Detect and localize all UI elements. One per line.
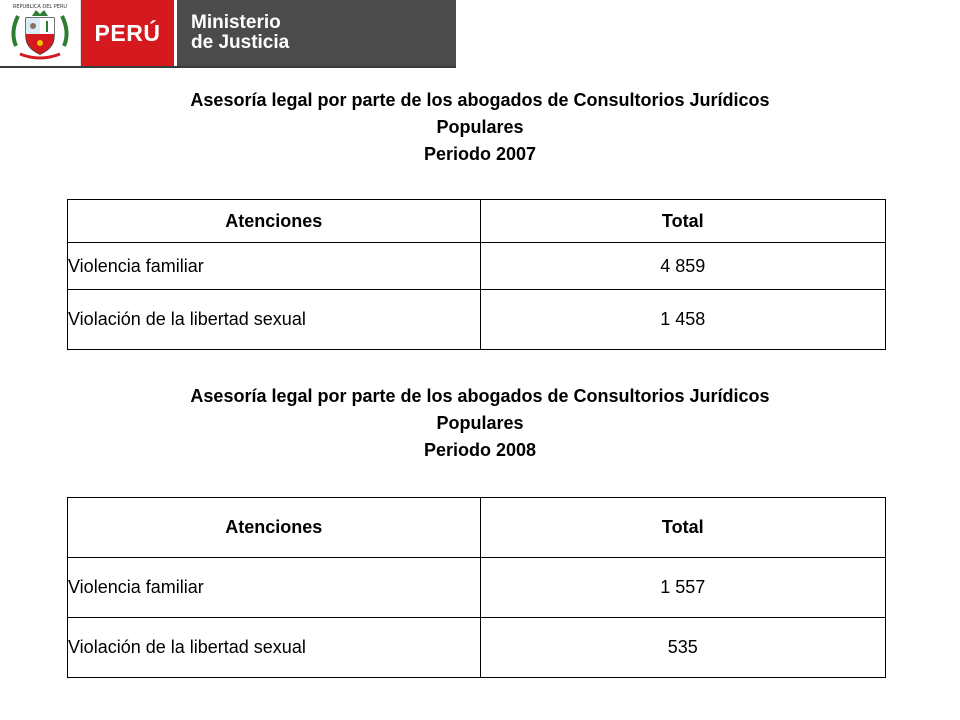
row-value: 1 557 (480, 558, 885, 618)
row-label: Violencia familiar (68, 558, 481, 618)
table-row (68, 290, 886, 350)
header-atenciones: Atenciones (68, 498, 481, 558)
table-header-row (68, 498, 886, 558)
coat-of-arms (0, 0, 81, 66)
table-2007 (67, 199, 886, 350)
row-label: Violación de la libertad sexual (68, 290, 481, 350)
title-line-1: Asesoría legal por parte de los abogados de Consultorios Jurídicos (190, 90, 770, 110)
table-row (68, 243, 886, 290)
title-line-1: Asesoría legal por parte de los abogados de Consultorios Jurídicos (190, 386, 770, 406)
table-2008 (67, 497, 886, 678)
seal-text: REPUBLICA DEL PERU (12, 4, 68, 10)
period-label: Periodo 2008 (423, 440, 537, 460)
period-label: Periodo 2007 (423, 144, 537, 164)
row-value: 4 859 (480, 243, 885, 290)
row-value: 535 (480, 618, 885, 678)
title-line-2: Populares (436, 117, 524, 137)
header-atenciones: Atenciones (68, 200, 481, 243)
ministry-banner (177, 0, 456, 66)
ministry-line-1: Ministerio (191, 12, 281, 33)
title-line-2: Populares (436, 413, 524, 433)
country-name: PERÚ (94, 19, 161, 46)
row-label: Violación de la libertad sexual (68, 618, 481, 678)
ministry-line-2: de Justicia (191, 32, 290, 53)
table-row (68, 558, 886, 618)
header-total: Total (480, 200, 885, 243)
row-label: Violencia familiar (68, 243, 481, 290)
section-title-2007 (40, 87, 920, 168)
row-value: 1 458 (480, 290, 885, 350)
country-banner (81, 0, 177, 66)
header-logo (0, 0, 456, 68)
section-title-2008 (40, 383, 920, 464)
header-total: Total (480, 498, 885, 558)
table-header-row (68, 200, 886, 243)
coat-of-arms-icon (6, 2, 74, 64)
table-row (68, 618, 886, 678)
